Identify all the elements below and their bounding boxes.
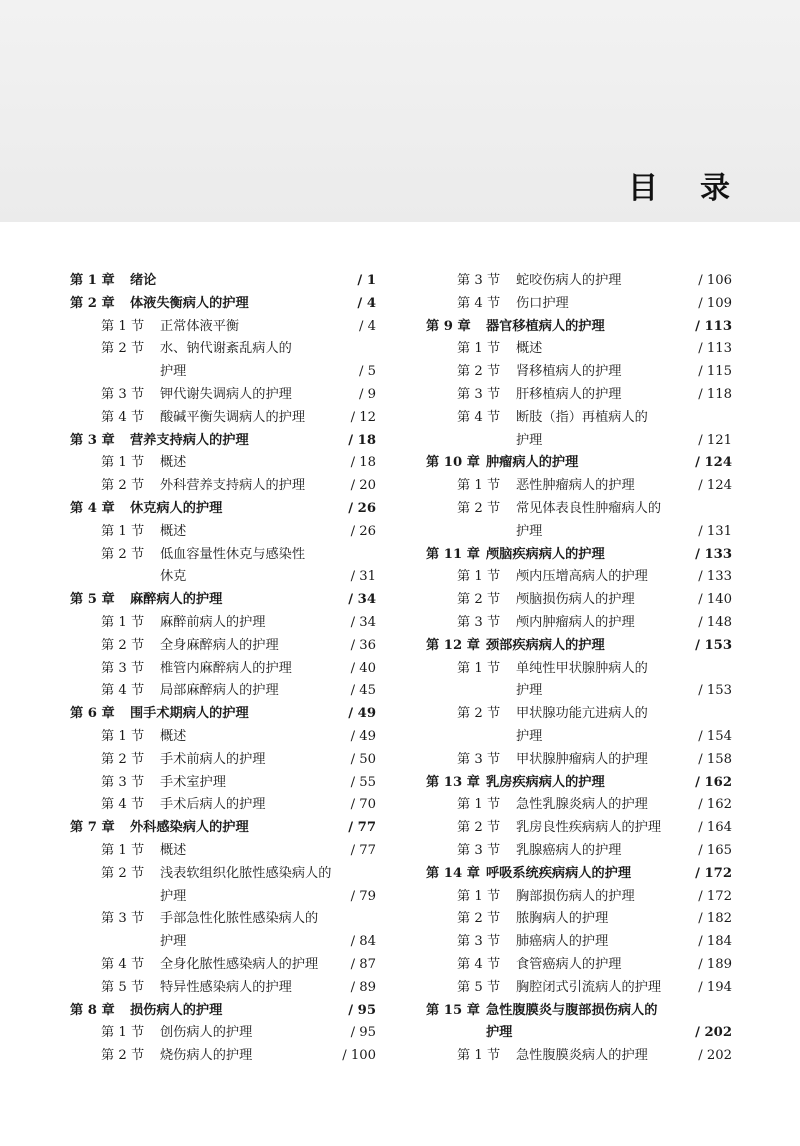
toc-entry-title: 护理 [160,934,187,950]
toc-section-row[interactable] [70,726,376,749]
toc-entry-title: 脓胸病人的护理 [516,911,609,927]
toc-entry-page: / 184 [698,934,732,950]
toc-entry-number: 第 3 章 [70,432,115,448]
toc-entry-title: 休克 [160,569,187,585]
toc-entry-number: 第 4 节 [457,956,501,972]
toc-entry-title: 手术后病人的护理 [160,797,266,813]
toc-section-row[interactable] [70,840,376,863]
toc-section-row[interactable] [426,1045,732,1068]
toc-entry-number: 第 3 节 [457,614,501,630]
toc-section-row[interactable] [70,1045,376,1068]
toc-entry-page: / 189 [698,956,732,972]
toc-entry-page: / 34 [350,614,376,630]
toc-chapter-row[interactable] [70,293,376,316]
toc-entry-page: / 49 [348,706,376,722]
toc-entry-page: / 79 [350,888,376,904]
toc-section-row[interactable] [70,772,376,795]
toc-chapter-row[interactable] [426,863,732,886]
toc-entry-number: 第 1 节 [457,478,501,494]
toc-entry-title: 概述 [160,455,187,471]
toc-entry-page: / 49 [350,728,376,744]
toc-section-row[interactable] [70,863,376,886]
toc-entry-page: / 131 [698,523,732,539]
toc-entry-number: 第 11 章 [426,546,480,562]
toc-entry-number: 第 3 节 [101,386,145,402]
toc-section-row[interactable] [70,635,376,658]
toc-entry-number: 第 3 节 [457,751,501,767]
toc-entry-title: 颅内肿瘤病人的护理 [516,614,635,630]
page-title-char-2: 录 [700,171,730,206]
toc-chapter-row[interactable] [70,430,376,453]
toc-entry-title: 全身麻醉病人的护理 [160,637,279,653]
toc-entry-title: 麻醉病人的护理 [130,592,223,608]
toc-entry-title: 手术室护理 [160,774,226,790]
toc-entry-title: 手术前病人的护理 [160,751,266,767]
toc-entry-page: / 26 [348,500,376,516]
toc-chapter-row[interactable] [70,703,376,726]
toc-entry-page: / 70 [350,797,376,813]
toc-section-row[interactable] [426,361,732,384]
toc-entry-title: 呼吸系统疾病病人的护理 [486,865,632,881]
toc-entry-title: 概述 [160,728,187,744]
page-title-char-1: 目 [628,171,658,206]
toc-entry-number: 第 6 章 [70,706,115,722]
toc-entry-page: / 140 [698,592,732,608]
toc-entry-number: 第 10 章 [426,455,480,471]
toc-entry-number: 第 2 节 [101,637,145,653]
toc-entry-page: / 9 [358,386,376,402]
toc-entry-number: 第 3 节 [457,842,501,858]
toc-entry-page: / 34 [348,592,376,608]
toc-entry-title: 体液失衡病人的护理 [130,295,249,311]
toc-entry-page: / 18 [348,432,376,448]
toc-entry-title: 护理 [486,1025,513,1041]
toc-entry-page: / 4 [358,318,376,334]
toc-section-row[interactable] [70,544,376,567]
toc-chapter-row[interactable] [426,772,732,795]
toc-section-row[interactable] [70,908,376,931]
toc-entry-title: 水、钠代谢紊乱病人的 [160,341,292,357]
toc-entry-number: 第 3 节 [457,934,501,950]
toc-entry-number: 第 3 节 [457,273,501,288]
toc-entry-page: / 113 [698,341,732,357]
toc-entry-title: 损伤病人的护理 [130,1002,223,1018]
toc-entry-number: 第 2 节 [101,546,145,562]
toc-chapter-row[interactable] [70,817,376,840]
toc-entry-title: 甲状腺功能亢进病人的 [516,706,648,722]
toc-column-right [426,270,732,1068]
toc-entry-title: 单纯性甲状腺肿病人的 [516,660,648,676]
toc-chapter-row[interactable] [426,1000,732,1023]
toc-entry-title: 颅脑损伤病人的护理 [516,592,635,608]
toc-entry-page: / 158 [698,751,732,767]
toc-entry-number: 第 1 节 [457,660,501,676]
toc-section-row[interactable] [426,794,732,817]
toc-entry-page: / 55 [350,774,376,790]
toc-entry-number: 第 2 节 [457,706,501,722]
toc-entry-title: 颅脑疾病病人的护理 [486,546,605,562]
toc-entry-page: / 1 [357,273,376,288]
toc-entry-number: 第 1 节 [457,888,501,904]
toc-entry-number: 第 2 节 [101,478,145,494]
toc-entry-title: 浅表软组织化脓性感染病人的 [160,865,332,881]
toc-entry-title: 乳房良性疾病病人的护理 [516,820,662,836]
toc-entry-number: 第 5 章 [70,592,115,608]
toc-entry-title: 肾移植病人的护理 [516,364,622,380]
toc-entry-title: 护理 [516,683,543,699]
toc-entry-title: 麻醉前病人的护理 [160,614,266,630]
toc-entry-page: / 77 [350,842,376,858]
toc-entry-title: 正常体液平衡 [160,318,240,334]
toc-entry-number: 第 8 章 [70,1002,115,1018]
toc-entry-title: 局部麻醉病人的护理 [160,683,279,699]
toc-section-row[interactable] [426,521,732,544]
toc-entry-number: 第 4 节 [101,956,145,972]
toc-section-row[interactable] [426,338,732,361]
toc-section-row[interactable] [426,954,732,977]
toc-entry-number: 第 1 节 [101,523,145,539]
toc-entry-title: 营养支持病人的护理 [130,432,249,448]
toc-entry-number: 第 2 节 [457,592,501,608]
toc-entry-title: 恶性肿瘤病人的护理 [516,478,635,494]
toc-entry-number: 第 2 节 [101,751,145,767]
toc-entry-number: 第 1 节 [101,614,145,630]
toc-entry-page: / 87 [350,956,376,972]
toc-entry-page: / 95 [348,1002,376,1018]
toc-entry-page: / 20 [350,478,376,494]
toc-entry-title: 酸碱平衡失调病人的护理 [160,409,306,425]
toc-entry-page: / 133 [698,569,732,585]
toc-entry-number: 第 1 节 [457,341,501,357]
toc-entry-page: / 172 [698,888,732,904]
toc-entry-page: / 26 [350,523,376,539]
toc-entry-page: / 124 [695,455,732,471]
toc-entry-page: / 124 [698,478,732,494]
toc-entry-page: / 5 [358,364,376,380]
toc-entry-title: 钾代谢失调病人的护理 [160,386,292,402]
toc-entry-page: / 36 [350,637,376,653]
toc-entry-number: 第 1 节 [101,318,145,334]
toc-entry-number: 第 3 节 [101,774,145,790]
toc-entry-number: 第 1 节 [457,797,501,813]
toc-entry-number: 第 2 节 [101,341,145,357]
toc-section-row[interactable] [70,931,376,954]
toc-entry-number: 第 4 节 [457,409,501,425]
toc-section-row[interactable] [70,338,376,361]
toc-entry-number: 第 13 章 [426,774,480,790]
toc-entry-title: 烧伤病人的护理 [160,1048,253,1064]
toc-entry-number: 第 2 节 [457,911,501,927]
toc-entry-page: / 12 [350,409,376,425]
toc-entry-page: / 165 [698,842,732,858]
toc-entry-number: 第 1 节 [101,728,145,744]
toc-entry-title: 伤口护理 [516,295,569,311]
toc-entry-page: / 154 [698,728,732,744]
toc-entry-page: / 162 [695,774,732,790]
toc-entry-title: 休克病人的护理 [130,500,223,516]
toc-entry-title: 护理 [160,364,187,380]
toc-entry-title: 急性腹膜炎与腹部损伤病人的 [486,1002,658,1018]
toc-entry-number: 第 2 节 [457,820,501,836]
toc-section-row[interactable] [426,703,732,726]
toc-entry-title: 外科感染病人的护理 [130,820,249,836]
toc-section-row[interactable] [426,817,732,840]
toc-entry-number: 第 1 节 [457,569,501,585]
toc-entry-title: 护理 [160,888,187,904]
toc-entry-number: 第 2 节 [457,500,501,516]
toc-entry-number: 第 4 节 [101,409,145,425]
toc-entry-number: 第 15 章 [426,1002,480,1018]
toc-entry-title: 胸腔闭式引流病人的护理 [516,979,662,995]
toc-section-row[interactable] [70,521,376,544]
toc-section-row[interactable] [426,270,732,293]
toc-entry-page: / 77 [348,820,376,836]
toc-entry-number: 第 5 节 [101,979,145,995]
toc-entry-title: 护理 [516,432,543,448]
toc-chapter-row[interactable] [70,1000,376,1023]
toc-column-left [70,270,376,1068]
toc-entry-title: 器官移植病人的护理 [486,318,605,334]
toc-entry-title: 甲状腺肿瘤病人的护理 [516,751,648,767]
toc-entry-number: 第 3 节 [101,660,145,676]
toc-entry-title: 乳房疾病病人的护理 [486,774,605,790]
toc-section-row[interactable] [70,316,376,339]
toc-section-row[interactable] [70,749,376,772]
toc-entry-title: 断肢（指）再植病人的 [516,409,648,425]
toc-entry-page: / 18 [350,455,376,471]
toc-entry-number: 第 2 章 [70,295,115,311]
toc-entry-page: / 115 [698,364,732,380]
toc-entry-title: 椎管内麻醉病人的护理 [160,660,292,676]
toc-section-row[interactable] [70,886,376,909]
toc-entry-title: 绪论 [130,273,157,288]
toc-section-row[interactable] [426,475,732,498]
toc-entry-number: 第 3 节 [101,911,145,927]
toc-entry-title: 创伤病人的护理 [160,1025,253,1041]
toc-entry-title: 颅内压增高病人的护理 [516,569,648,585]
toc-section-row[interactable] [70,658,376,681]
toc-entry-page: / 113 [695,318,732,334]
toc-entry-number: 第 1 节 [101,1025,145,1041]
toc-entry-page: / 100 [342,1048,376,1064]
toc-entry-number: 第 1 节 [101,842,145,858]
toc-entry-page: / 50 [350,751,376,767]
toc-entry-page: / 40 [350,660,376,676]
toc-section-row[interactable] [70,566,376,589]
toc-section-row[interactable] [426,407,732,430]
toc-entry-page: / 109 [698,295,732,311]
toc-entry-number: 第 4 节 [101,797,145,813]
toc-entry-number: 第 5 节 [457,979,501,995]
toc-entry-title: 护理 [516,728,543,744]
toc-section-row[interactable] [426,658,732,681]
toc-entry-page: / 133 [695,546,732,562]
toc-entry-title: 围手术期病人的护理 [130,706,249,722]
toc-entry-number: 第 7 章 [70,820,115,836]
toc-section-row[interactable] [426,886,732,909]
toc-entry-title: 肺癌病人的护理 [516,934,609,950]
toc-entry-page: / 182 [698,911,732,927]
toc-entry-title: 概述 [516,341,543,357]
toc-entry-page: / 202 [698,1048,732,1064]
toc-section-row[interactable] [426,384,732,407]
toc-entry-title: 肿瘤病人的护理 [486,455,579,471]
toc-entry-number: 第 4 章 [70,500,115,516]
toc-entry-page: / 84 [350,934,376,950]
toc-section-row[interactable] [70,977,376,1000]
toc-section-row[interactable] [70,794,376,817]
toc-entry-page: / 121 [698,432,732,448]
toc-chapter-row[interactable] [426,635,732,658]
toc-section-row[interactable] [426,430,732,453]
toc-entry-title: 常见体表良性肿瘤病人的 [516,500,662,516]
toc-section-row[interactable] [426,293,732,316]
toc-entry-title: 蛇咬伤病人的护理 [516,273,622,288]
toc-section-row[interactable] [70,1022,376,1045]
toc-section-row[interactable] [70,612,376,635]
toc-section-row[interactable] [426,680,732,703]
toc-entry-page: / 106 [698,273,732,288]
toc-section-row[interactable] [70,954,376,977]
toc-entry-page: / 148 [698,614,732,630]
toc-chapter-row[interactable] [70,498,376,521]
toc-entry-page: / 164 [698,820,732,836]
toc-entry-number: 第 14 章 [426,865,480,881]
toc-entry-number: 第 3 节 [457,386,501,402]
toc-entry-page: / 31 [350,569,376,585]
toc-section-row[interactable] [426,589,732,612]
toc-section-row[interactable] [426,931,732,954]
toc-entry-title: 食管癌病人的护理 [516,956,622,972]
toc-chapter-row[interactable] [426,316,732,339]
toc-entry-number: 第 4 节 [457,295,501,311]
toc-entry-title: 肝移植病人的护理 [516,386,622,402]
toc-chapter-row[interactable] [426,452,732,475]
toc-entry-number: 第 9 章 [426,318,471,334]
toc-entry-number: 第 1 节 [457,1048,501,1064]
toc-section-row[interactable] [426,726,732,749]
page-title [628,172,738,212]
toc-entry-title: 急性乳腺炎病人的护理 [516,797,648,813]
toc-entry-title: 概述 [160,523,187,539]
toc-entry-number: 第 1 节 [101,455,145,471]
toc-section-row[interactable] [426,977,732,1000]
toc-entry-page: / 4 [357,295,376,311]
toc-entry-page: / 162 [698,797,732,813]
toc-section-row[interactable] [426,566,732,589]
toc-entry-title: 概述 [160,842,187,858]
toc-section-row[interactable] [426,840,732,863]
toc-entry-title: 外科营养支持病人的护理 [160,478,306,494]
toc-entry-page: / 153 [698,683,732,699]
toc-entry-title: 手部急性化脓性感染病人的 [160,911,319,927]
toc-entry-title: 乳腺癌病人的护理 [516,842,622,858]
toc-entry-page: / 202 [695,1025,732,1041]
toc-entry-title: 胸部损伤病人的护理 [516,888,635,904]
toc-entry-page: / 89 [350,979,376,995]
toc-entry-title: 低血容量性休克与感染性 [160,546,306,562]
toc-chapter-row[interactable] [426,1022,732,1045]
toc-entry-title: 颈部疾病病人的护理 [486,637,605,653]
toc-entry-page: / 153 [695,637,732,653]
toc-section-row[interactable] [70,680,376,703]
toc-entry-title: 急性腹膜炎病人的护理 [516,1048,648,1064]
toc-chapter-row[interactable] [70,270,376,293]
toc-entry-page: / 118 [698,386,732,402]
toc-section-row[interactable] [426,612,732,635]
toc-entry-number: 第 2 节 [101,1048,145,1064]
toc-entry-title: 护理 [516,523,543,539]
toc-chapter-row[interactable] [70,589,376,612]
toc-section-row[interactable] [70,475,376,498]
toc-entry-title: 全身化脓性感染病人的护理 [160,956,319,972]
toc-section-row[interactable] [426,749,732,772]
toc-entry-page: / 95 [350,1025,376,1041]
toc-chapter-row[interactable] [426,544,732,567]
toc-section-row[interactable] [70,407,376,430]
toc-entry-number: 第 2 节 [457,364,501,380]
toc-entry-number: 第 2 节 [101,865,145,881]
toc-entry-number: 第 4 节 [101,683,145,699]
toc-entry-page: / 172 [695,865,732,881]
toc-section-row[interactable] [426,908,732,931]
toc-section-row[interactable] [70,384,376,407]
toc-entry-page: / 45 [350,683,376,699]
toc-section-row[interactable] [70,361,376,384]
toc-entry-title: 特异性感染病人的护理 [160,979,292,995]
toc-section-row[interactable] [70,452,376,475]
toc-entry-number: 第 1 章 [70,273,115,288]
toc-entry-page: / 194 [698,979,732,995]
toc-section-row[interactable] [426,498,732,521]
toc-entry-number: 第 12 章 [426,637,480,653]
